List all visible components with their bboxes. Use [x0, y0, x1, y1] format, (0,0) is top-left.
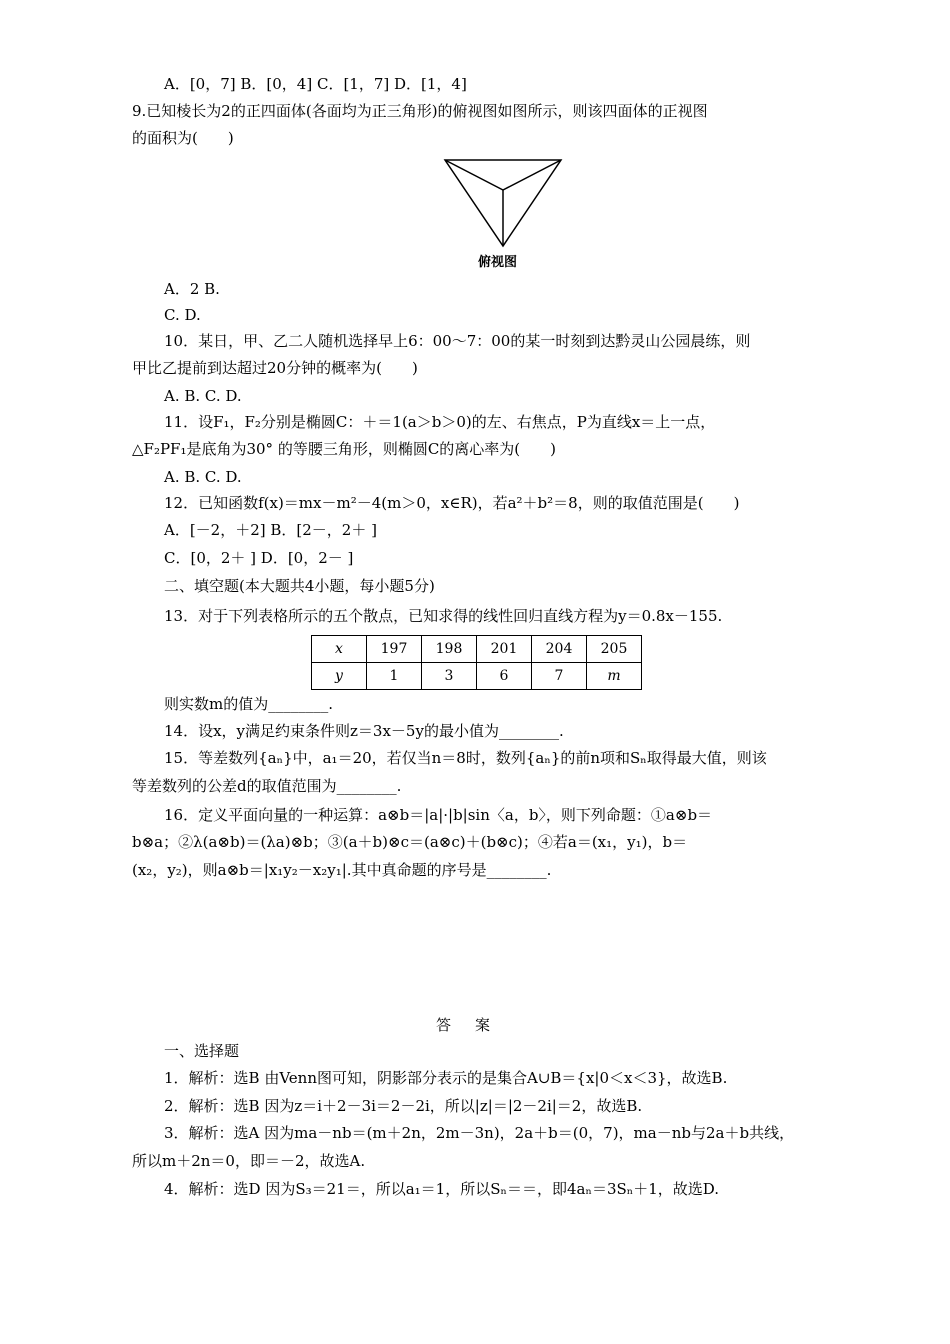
answer-2: 2．解析：选B 因为z＝i＋2－3i＝2－2i，所以|z|＝|2－2i|＝2，故选B.: [164, 1097, 643, 1115]
edge-right: [503, 160, 561, 190]
y-value: 1: [367, 663, 422, 690]
q10-stem: 10．某日，甲、乙二人随机选择早上6：00～7：00的某一时刻到达黔灵山公园晨练，则: [164, 332, 751, 350]
table-row: [312, 663, 642, 690]
q14-stem: 14．设x，y满足约束条件则z＝3x－5y的最小值为________.: [164, 722, 564, 740]
x-value: 205: [587, 636, 642, 663]
q9-options-1: A．2 B.: [164, 280, 220, 298]
q15-stem-cont: 等差数列的公差d的取值范围为________.: [132, 777, 402, 795]
q15-stem: 15．等差数列{aₙ}中，a₁＝20，若仅当n＝8时，数列{aₙ}的前n项和Sₙ取得最大值，则该: [164, 749, 767, 767]
y-label: y: [312, 663, 367, 690]
q11-stem: 11．设F₁，F₂分别是椭圆C：＋＝1(a＞b＞0)的左、右焦点，P为直线x＝上一点，: [164, 413, 716, 431]
answer-3-cont: 所以m＋2n＝0，即＝－2，故选A.: [132, 1152, 366, 1170]
y-value: 7: [532, 663, 587, 690]
answers-section: 一、选择题: [164, 1042, 240, 1060]
edge-left: [445, 160, 503, 190]
y-value: 3: [422, 663, 477, 690]
q13-blank: 则实数m的值为________.: [164, 695, 333, 713]
top-view-figure: [443, 158, 563, 250]
q12-options-1: A．[－2，＋2] B．[2－，2＋ ]: [164, 521, 377, 539]
x-value: 197: [367, 636, 422, 663]
table-row: [312, 636, 642, 663]
answer-4: 4．解析：选D 因为S₃＝21＝，所以a₁＝1，所以Sₙ＝＝，即4aₙ＝3Sₙ＋1，故选D.: [164, 1180, 720, 1198]
y-value: 6: [477, 663, 532, 690]
q9-options-2: C. D.: [164, 306, 201, 324]
q16-stem: 16．定义平面向量的一种运算：a⊗b＝|a|·|b|sin〈a，b〉，则下列命题：①a⊗b＝: [164, 806, 713, 824]
figure-caption: 俯视图: [478, 255, 518, 270]
y-value: m: [587, 663, 642, 690]
section-fill-blank: 二、填空题(本大题共4小题，每小题5分): [164, 577, 435, 595]
x-value: 204: [532, 636, 587, 663]
q11-stem-cont: △F₂PF₁是底角为30° 的等腰三角形，则椭圆C的离心率为( ): [132, 440, 557, 458]
q10-stem-cont: 甲比乙提前到达超过20分钟的概率为( ): [132, 359, 418, 377]
q8-options: A．[0，7] B．[0，4] C．[1，7] D．[1，4]: [164, 75, 467, 93]
q13-stem: 13．对于下列表格所示的五个散点，已知求得的线性回归直线方程为y＝0.8x－155.: [164, 607, 723, 625]
answers-title: 答案: [435, 1016, 514, 1034]
q12-options-2: C．[0，2＋ ] D．[0，2－ ]: [164, 549, 354, 567]
regression-table: [311, 635, 642, 690]
x-value: 198: [422, 636, 477, 663]
x-value: 201: [477, 636, 532, 663]
x-label: x: [312, 636, 367, 663]
q16-stem-end: (x₂，y₂)，则a⊗b＝|x₁y₂－x₂y₁|.其中真命题的序号是________.: [132, 861, 552, 879]
q9-stem-cont: 的面积为( ): [132, 129, 234, 147]
answer-3: 3．解析：选A 因为ma－nb＝(m＋2n，2m－3n)，2a＋b＝(0，7)，ma－nb与2a＋b共线，: [164, 1124, 795, 1142]
q11-options: A. B. C. D.: [164, 468, 242, 486]
q10-options: A. B. C. D.: [164, 387, 242, 405]
q16-stem-cont: b⊗a；②λ(a⊗b)＝(λa)⊗b；③(a＋b)⊗c＝(a⊗c)＋(b⊗c)；④若a＝(x₁，y₁)，b＝: [132, 833, 688, 851]
q12-stem: 12．已知函数f(x)＝mx－m²－4(m＞0，x∈R)，若a²＋b²＝8，则的取值范围是( ): [164, 494, 740, 512]
answer-1: 1．解析：选B 由Venn图可知，阴影部分表示的是集合A∪B＝{x|0＜x＜3}，故选B.: [164, 1069, 728, 1087]
q9-stem: 9.已知棱长为2的正四面体(各面均为正三角形)的俯视图如图所示，则该四面体的正视图: [132, 102, 708, 120]
